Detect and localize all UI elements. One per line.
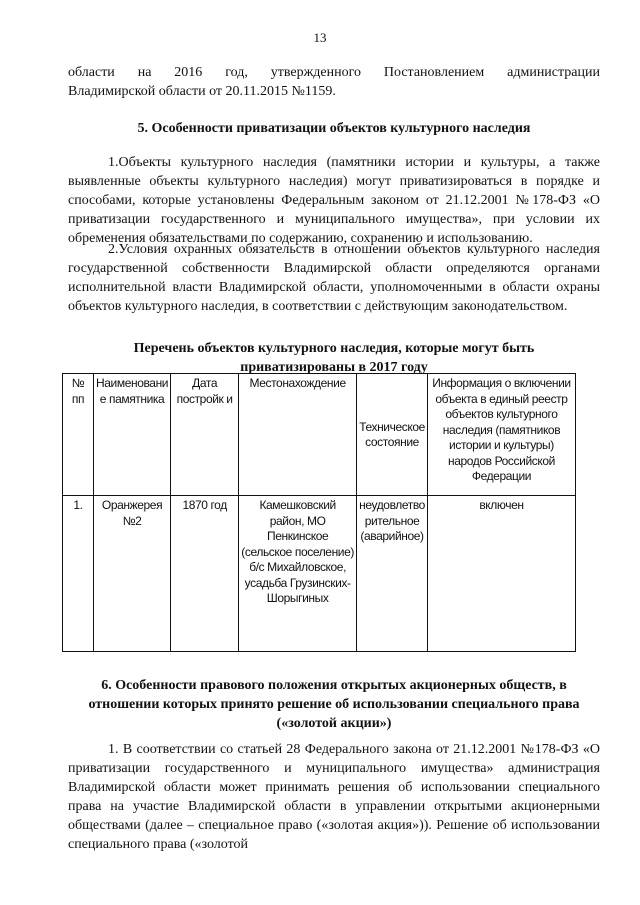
header-condition: Техническое состояние	[357, 374, 428, 496]
section-6-heading-line-3: («золотой акции»)	[276, 716, 392, 731]
cell-num: 1.	[63, 496, 94, 652]
section-6-paragraph-1: 1. В соответствии со статьей 28 Федерального закона от 21.12.2001 №178-ФЗ «О приватизации государственного и муниципального имущества» администрация Владимирской области может принимать решения об использовании специального права на участие Владимирской области в управлении открытыми акционерными обществами (далее – специальное право («золотая акция»)). Решение об использовании специального права («золотой	[68, 742, 600, 852]
header-num: № пп	[63, 374, 94, 496]
section-5-paragraph-2: 2.Условия охранных обязательств в отношении объектов культурного наследия государственной собственности Владимирской области определяются органами исполнительной власти Владимирской области, уполномоченными в области охраны объектов культурного наследия, в соответствии с действующим законодательством.	[68, 242, 600, 314]
cell-condition: неудовлетво рительное (аварийное)	[357, 496, 428, 652]
table-row	[63, 496, 576, 652]
section-5-paragraph-1: 1.Объекты культурного наследия (памятники истории и культуры, а также выявленные объекты культурного наследия) могут приватизироваться в порядке и способами, которые установлены Федеральным законом от 21.12.2001 №178-ФЗ «О приватизации государственного и муниципального имущества», при условии их обременения обязательствами по содержанию, сохранению и использованию.	[68, 155, 600, 246]
cell-name: Оранжерея №2	[94, 496, 171, 652]
page-number: 13	[313, 30, 327, 45]
section-5-heading: 5. Особенности приватизации объектов культурного наследия	[137, 121, 531, 136]
section-6-heading-line-2: отношении которых принято решение об использовании специального права	[88, 697, 580, 712]
intro-line-2: Владимирской области от 20.11.2015 №1159.	[68, 84, 336, 99]
table-title	[68, 339, 600, 377]
table-title-line-2: приватизированы в 2017 году	[240, 360, 428, 375]
section-6-heading	[60, 676, 608, 733]
header-info: Информация о включении объекта в единый реестр объектов культурного наследия (памятников истории и культуры) народов Российской Федерации	[427, 374, 575, 496]
heritage-objects-table	[62, 373, 576, 652]
table-header-row	[63, 374, 576, 496]
table-title-line-1: Перечень объектов культурного наследия, которые могут быть	[133, 341, 535, 356]
section-6-heading-line-1: 6. Особенности правового положения открытых акционерных обществ, в	[101, 678, 567, 693]
cell-info: включен	[427, 496, 575, 652]
cell-date: 1870 год	[171, 496, 239, 652]
header-name: Наименовани е памятника	[94, 374, 171, 496]
intro-paragraph	[68, 63, 600, 101]
header-date: Дата постройк и	[171, 374, 239, 496]
cell-location: Камешковский район, МО Пенкинское (сельское поселение) б/с Михайловское, усадьба Грузинских-Шорыгиных	[239, 496, 357, 652]
intro-line-1: области на 2016 год, утвержденного Постановлением администрации	[68, 65, 600, 80]
header-location: Местонахождение	[239, 374, 357, 496]
